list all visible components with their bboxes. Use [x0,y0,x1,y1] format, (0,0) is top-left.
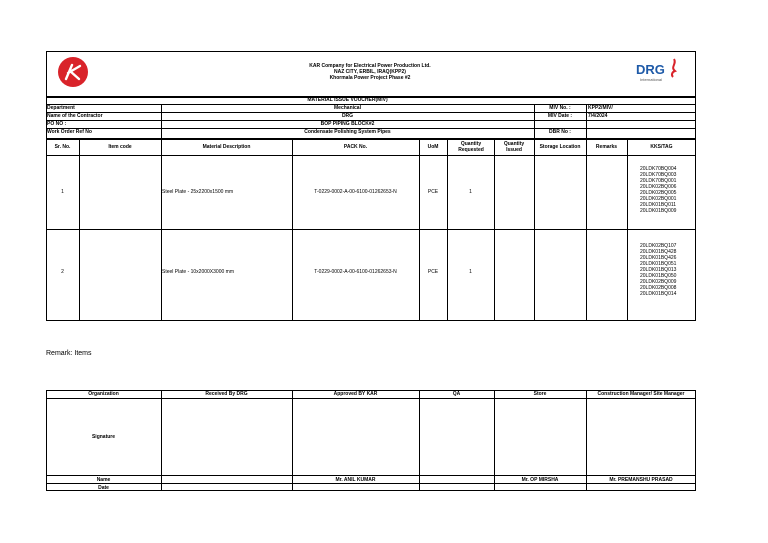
department-value: Mechanical [334,105,361,111]
signoff-name-manager: Mr. PREMANSHU PRASAD [609,477,673,483]
col-remarks: Remarks [595,144,618,150]
signoff-col-qa: QA [452,391,461,397]
row-description: Steel Plate - 25x2200x1500 mm [162,189,234,195]
drg-logo-sub: International [640,77,663,82]
kks-tag: 20LDK02BQ005 [640,190,677,196]
drg-logo-text: DRG [636,62,665,77]
department-label: Department [47,105,75,111]
kks-tag: 20LDK02BQ001 [640,196,677,202]
kks-tag: 20LDK01BQ426 [640,255,677,261]
signoff-org-label: Organization [88,391,119,397]
project-name: Khormala Power Project Phase #2 [329,75,411,81]
contractor-label: Name of the Contractor [47,113,103,119]
kks-tag: 20LDK02BQ107 [640,243,677,249]
row-kks-list [640,243,676,297]
miv-no-value: KPP2/MIV/ [588,105,613,111]
row-sr: 1 [61,189,64,195]
kks-tag: 20LDK70BQ003 [640,172,677,178]
drg-logo [636,58,682,86]
col-qty-requested: Quantity Requested [458,141,484,153]
row-sr: 2 [61,269,64,275]
date-label: Date [98,485,109,491]
col-qty-issued: Quantity Issued [503,141,525,153]
kks-tag: 20LDK70BQ001 [640,178,677,184]
signoff-name-approved: Mr. ANIL KUMAR [335,477,376,483]
items-table [46,139,696,321]
col-sr-no: Sr. No. [54,144,71,150]
signoff-col-store: Store [533,391,547,397]
drg-flame-icon [668,58,680,78]
po-label: PO NO : [47,121,67,127]
kks-tag: 20LDK01BQ050 [640,273,677,279]
kks-tag: 20LDK01BQ013 [640,267,677,273]
company-address: NAZ CITY, ERBIL, IRAQ(KPP2) [334,69,406,75]
col-pack-no: PACK No. [343,144,368,150]
work-order-label: Work Order Ref No [47,129,92,135]
po-value: BOP PIPING BLOCK#2 [320,121,375,127]
col-uom: UoM [427,144,439,150]
miv-date-label: MIV Date : [547,113,573,119]
name-label: Name [96,477,111,483]
signoff-name-store: Mr. OP MIRSHA [521,477,559,483]
company-name: KAR Company for Electrical Power Production Ltd. [309,63,431,69]
row-uom: PCE [427,269,439,275]
voucher-title: MATERIAL ISSUE VOUCHER(MIV) [307,97,388,103]
miv-no-label: MIV No. : [549,105,571,111]
row-pack: T-0229-0002-A-00-6100-01262653-N [314,269,397,275]
kar-k-icon [58,57,88,87]
kks-tag: 20LDK01BQ011 [640,202,677,208]
kks-tag: 20LDK01BQ014 [640,291,677,297]
col-storage-location: Storage Location [539,144,581,150]
kks-tag: 20LDK01BQ009 [640,208,677,214]
signoff-col-received: Received By DRG [205,391,248,397]
row-kks-list [640,166,676,214]
row-description: Steel Plate - 10x2000X3000 mm [162,269,234,275]
miv-date-value: 7/4/2024 [588,113,608,119]
signoff-col-manager: Construction Manager/ Site Manager [597,391,685,397]
kks-tag: 20LDK70BQ004 [640,166,677,172]
row-qty-requested: 1 [469,189,472,195]
col-kks-tag: KKS/TAG [650,144,673,150]
contractor-value: DRG [341,113,354,119]
work-order-value: Condensate Polishing System Pipes [304,129,391,135]
kks-tag: 20LDK01BQ051 [640,261,677,267]
kks-tag: 20LDK02BQ009 [640,279,677,285]
row-pack: T-0229-0002-A-00-6100-01262653-N [314,189,397,195]
col-material-description: Material Description [202,144,251,150]
signature-label: Signature [91,434,116,440]
col-item-code: Item code [108,144,132,150]
remark-text: Remark: Items [46,350,92,357]
kar-logo [58,57,88,87]
row-qty-requested: 1 [469,269,472,275]
kks-tag: 20LDK01BQ428 [640,249,677,255]
dbr-label: DBR No : [549,129,571,135]
kks-tag: 20LDK02BQ008 [640,285,677,291]
signoff-col-approved: Approved BY KAR [333,391,378,397]
row-uom: PCE [427,189,439,195]
kks-tag: 20LDK02BQ006 [640,184,677,190]
